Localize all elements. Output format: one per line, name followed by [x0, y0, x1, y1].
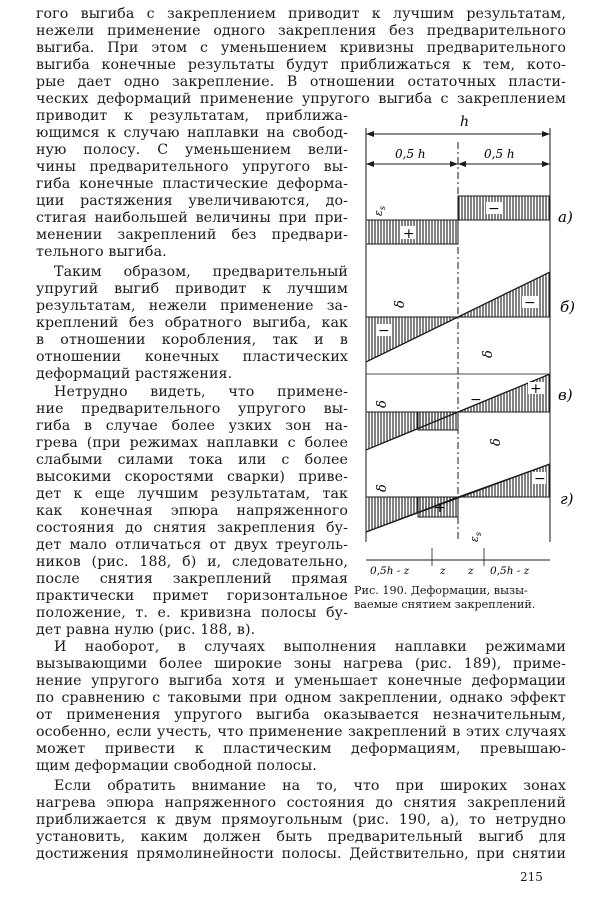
text-line: выгиба конечные результаты будут приближаться к тем, кото- — [36, 57, 566, 73]
text-line: результатам, нежели применение за- — [36, 298, 348, 314]
text-line: установить, каким должен быть предварительный выгиб для — [36, 829, 566, 845]
text-line: гиба в случае более узких зон на- — [36, 418, 348, 434]
delta-label: δ — [393, 300, 408, 308]
text-line: состояния до снятия закрепления бу- — [36, 520, 348, 536]
page-number: 215 — [520, 870, 543, 884]
delta-label: δ — [375, 484, 390, 492]
text-line: ющимся к случаю наплавки на свобод- — [36, 125, 348, 141]
text-line: приводит к результатам, приближа- — [36, 108, 348, 124]
minus-sign: − — [524, 295, 536, 311]
minus-sign: − — [488, 201, 500, 217]
text-line: гиба конечные пластические деформа- — [36, 176, 348, 192]
figure-caption: ваемые снятием закреплений. — [354, 598, 536, 611]
text-line: слабыми силами тока или с более — [36, 452, 348, 468]
label-z: z — [468, 565, 474, 577]
plus-sign: + — [530, 381, 542, 397]
delta-label: δ — [481, 350, 496, 358]
text-line: как конечная эпюра напряженного — [36, 503, 348, 519]
text-line: от применения упругого выгиба оказывается незначительным, — [36, 707, 566, 723]
label-a: а) — [558, 208, 573, 226]
text-line: тельного выгиба. — [36, 244, 167, 260]
delta-label: δ — [375, 400, 390, 408]
text-line: щим деформации свободной полосы. — [36, 758, 317, 774]
text-line: Если обратить внимание на то, что при широких зонах — [54, 778, 566, 794]
label-bottom-left: 0,5h - z — [370, 565, 410, 577]
text-line: вызывающими более широкие зоны нагрева (рис. 189), приме- — [36, 656, 566, 672]
text-line: выгиба. При этом с уменьшением кривизны предварительного — [36, 40, 566, 56]
text-line: рые дает одно закрепление. В отношении остаточных пласти- — [36, 74, 566, 90]
text-line: достижения прямолинейности полосы. Действительно, при снятии — [36, 846, 566, 862]
text-line: ников (рис. 188, б) и, следовательно, — [36, 554, 348, 570]
diagram-b — [366, 272, 575, 362]
label-h: h — [460, 114, 470, 130]
diagram-a — [366, 196, 573, 244]
text-line: приближается к двум прямоугольным (рис. 190, а), то нетрудно — [36, 812, 566, 828]
figure-caption: Рис. 190. Деформации, вызы- — [354, 584, 528, 597]
text-line: чины предварительного упругого вы- — [36, 159, 348, 175]
label-b: б) — [560, 298, 576, 316]
text-line: ние предварительного упругого вы- — [36, 401, 348, 417]
plus-sign: + — [403, 226, 415, 242]
label-bottom-right: 0,5h - z — [490, 565, 530, 577]
text-line: нагрева эпюра напряженного состояния до снятия закреплений — [36, 795, 566, 811]
text-line: дет к еще лучшим результатам, так — [36, 486, 348, 502]
eps-label: $\varepsilon_s$ — [468, 531, 483, 542]
plus-sign: + — [434, 500, 446, 516]
text-line: ную полосу. С уменьшением вели- — [36, 142, 348, 158]
text-line: нение упругого выгиба хотя и уменьшает конечные деформации — [36, 673, 566, 689]
text-line: положение, т. е. кривизна полосы бу- — [36, 605, 348, 621]
text-line: грева (при режимах наплавки с более — [36, 435, 348, 451]
diagram-g — [366, 464, 574, 542]
text-line: И наоборот, в случаях выполнения наплавки режимами — [54, 639, 566, 655]
text-line: ческих деформаций применение упругого выгиба с закреплением — [36, 91, 566, 107]
label-g: г) — [560, 490, 574, 508]
text-line: особенно, если учесть, что применение закреплений в этих случаях — [36, 724, 566, 740]
text-line: деформаций растяжения. — [36, 366, 233, 382]
label-v: в) — [558, 386, 573, 404]
text-line: дет равна нулю (рис. 188, в). — [36, 622, 256, 638]
minus-sign: − — [534, 471, 546, 487]
text-line: ции растяжения увеличиваются, до- — [36, 193, 348, 209]
text-line: может привести к пластическим деформациям, превышаю- — [36, 741, 566, 757]
text-line: высокими скоростями сварки) приве- — [36, 469, 348, 485]
text-line: в отношении коробления, так и в — [36, 332, 348, 348]
text-line: после снятия закреплений прямая — [36, 571, 348, 587]
text-line: дет мало отличаться от двух треуголь- — [36, 537, 348, 553]
text-line: менении закреплений без предвари- — [36, 227, 348, 243]
label-half-right: 0,5 h — [484, 147, 515, 161]
minus-sign: − — [378, 323, 390, 339]
text-line: Таким образом, предварительный — [54, 264, 348, 280]
diagram-v — [366, 374, 573, 450]
text-line: практически примет горизонтальное — [36, 588, 348, 604]
text-line: Нетрудно видеть, что примене- — [54, 384, 348, 400]
text-line: креплений без обратного выгиба, как — [36, 315, 348, 331]
text-line: стигая наибольшей величины при при- — [36, 210, 348, 226]
text-line: отношении конечных пластических — [36, 349, 348, 365]
text-line: гого выгиба с закреплением приводит к лучшим результатам, — [36, 6, 566, 22]
delta-label: δ — [489, 438, 504, 446]
text-line: упругий выгиб приводит к лучшим — [36, 281, 348, 297]
eps-label: $\varepsilon_s$ — [372, 205, 387, 216]
text-line: нежели применение одного закрепления без предварительного — [36, 23, 566, 39]
figure-190 — [362, 112, 592, 582]
label-z: z — [440, 565, 446, 577]
minus-sign: − — [470, 392, 482, 408]
text-line: по сравнению с таковыми при одном закреплении, однако эффект — [36, 690, 566, 706]
label-half-left: 0,5 h — [395, 147, 426, 161]
